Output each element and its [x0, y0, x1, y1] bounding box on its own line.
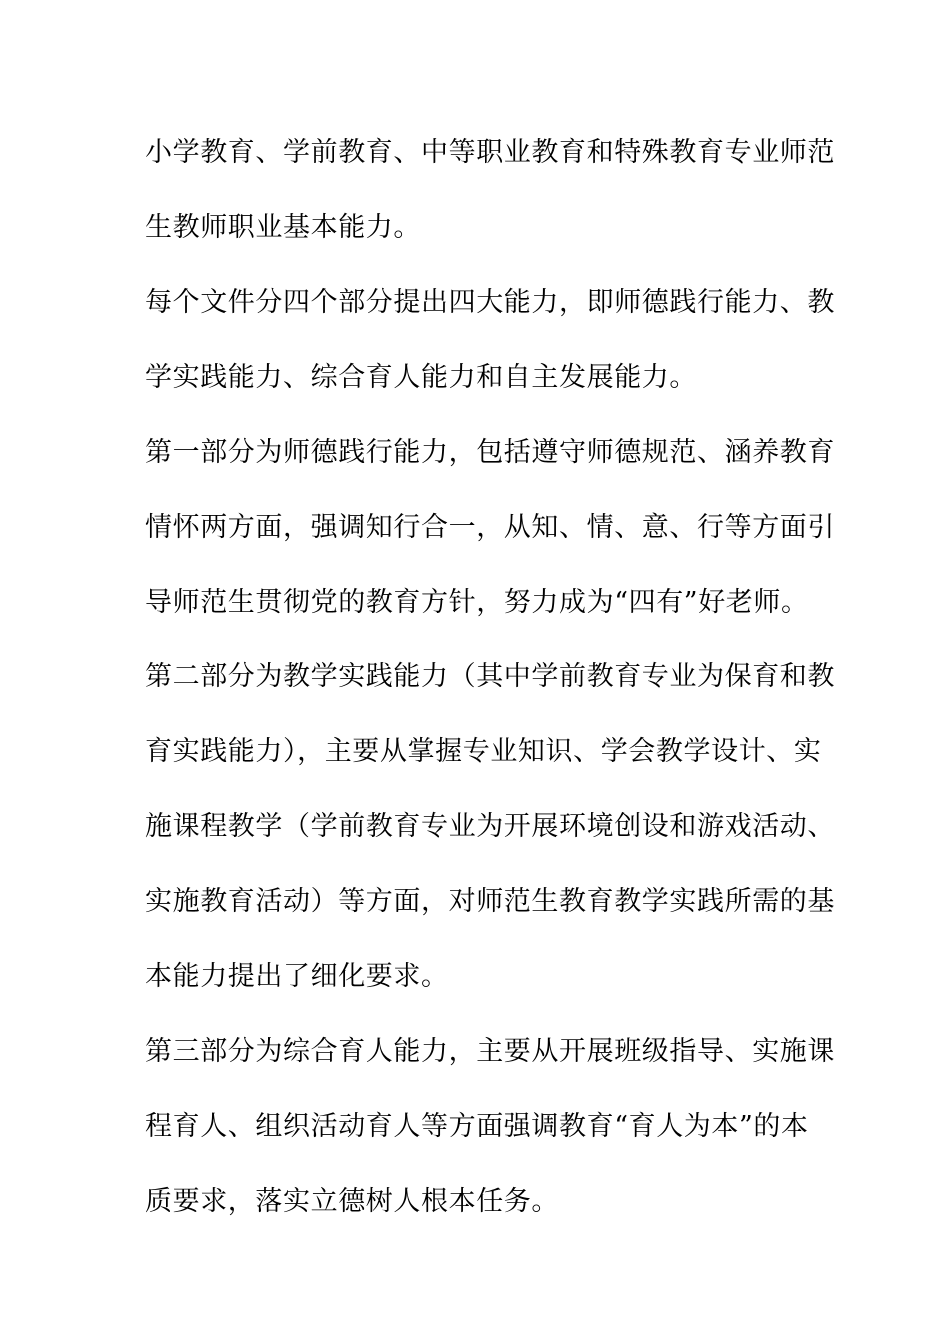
text-line: 育实践能力），主要从掌握专业知识、学会教学设计、实 — [145, 736, 822, 767]
text-line: 实施教育活动）等方面，对师范生教育教学实践所需的基 — [145, 886, 835, 917]
text-line: 本能力提出了细化要求。 — [145, 961, 449, 992]
text-line: 第二部分为教学实践能力（其中学前教育专业为保育和教 — [145, 661, 835, 692]
text-line: 导师范生贯彻党的教育方针，努力成为“四有”好老师。 — [145, 587, 809, 618]
text-line: 程育人、组织活动育人等方面强调教育“育人为本”的本 — [145, 1111, 809, 1142]
text-line: 情怀两方面，强调知行合一，从知、情、意、行等方面引 — [145, 512, 835, 543]
text-line: 每个文件分四个部分提出四大能力，即师德践行能力、教 — [145, 287, 835, 318]
text-line: 第三部分为综合育人能力，主要从开展班级指导、实施课 — [145, 1036, 835, 1067]
text-line: 第一部分为师德践行能力，包括遵守师德规范、涵养教育 — [145, 437, 835, 468]
text-line: 学实践能力、综合育人能力和自主发展能力。 — [145, 362, 697, 393]
text-line: 小学教育、学前教育、中等职业教育和特殊教育专业师范 — [145, 137, 835, 168]
text-line: 质要求，落实立德树人根本任务。 — [145, 1186, 559, 1217]
text-line: 施课程教学（学前教育专业为开展环境创设和游戏活动、 — [145, 811, 835, 842]
text-line: 生教师职业基本能力。 — [145, 212, 421, 243]
